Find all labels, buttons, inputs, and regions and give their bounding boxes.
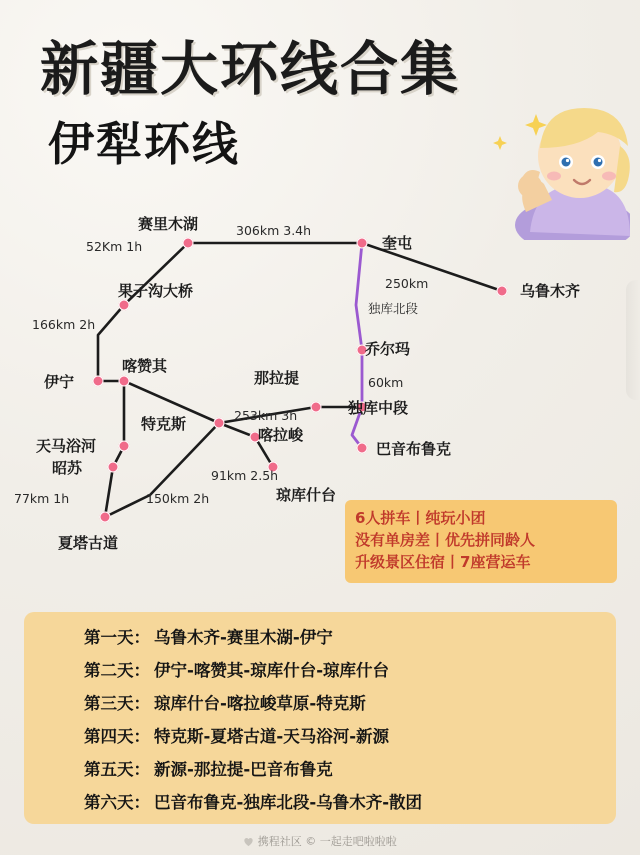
map-node-tekesi[interactable]: [214, 418, 225, 429]
promo-line-2: 没有单房差丨优先拼同龄人: [355, 530, 536, 549]
map-label-kalajun: 喀拉峻: [258, 426, 304, 444]
itinerary-row: [24, 657, 616, 690]
heart-icon: [243, 836, 254, 847]
map-label-bayin: 巴音布鲁克: [376, 440, 452, 458]
itinerary-row: [24, 723, 616, 756]
map-label-qiaoerma: 乔尔玛: [365, 340, 411, 358]
map-label-sailimu: 赛里木湖: [138, 215, 199, 233]
map-label-kuitun: 奎屯: [382, 234, 413, 252]
footer-separator: ©: [305, 834, 317, 848]
promo-box: [345, 500, 617, 583]
map-label-zhaosu: 昭苏: [52, 459, 83, 477]
itinerary-box: [24, 612, 616, 824]
map-label-guozigou: 果子沟大桥: [118, 282, 194, 300]
itinerary-day-route: 特克斯-夏塔古道-天马浴河-新源: [154, 727, 390, 746]
map-label-tianma: 天马浴河: [36, 437, 97, 455]
map-node-guozigou[interactable]: [119, 300, 130, 311]
itinerary-row: [24, 624, 616, 657]
map-distance-guozigou-yining: 166km 2h: [32, 317, 96, 332]
map-label-tekesi: 特克斯: [141, 415, 187, 433]
map-node-tianma[interactable]: [119, 441, 130, 452]
map-distance-xiata-tekesi: 150km 2h: [146, 491, 210, 506]
page-title: 新疆大环线合集: [40, 35, 461, 103]
map-distance-guozigou-sailimu: 52Km 1h: [86, 239, 143, 254]
map-node-sailimu[interactable]: [183, 238, 194, 249]
map-distance-sailimu-kuitun: 306km 3.4h: [236, 223, 312, 238]
map-node-wulumuqi[interactable]: [497, 286, 508, 297]
map-distance-tekesi-naplati: 253km 3h: [234, 408, 298, 423]
promo-line-1: 6人拼车丨纯玩小团: [355, 509, 486, 527]
map-node-kazanqi[interactable]: [119, 376, 130, 387]
itinerary-day-route: 乌鲁木齐-赛里木湖-伊宁: [154, 628, 333, 647]
map-distance-qiaoerma-dukuzhong: 60km: [368, 375, 404, 390]
map-label-qiongkushi: 琼库什台: [276, 486, 337, 504]
page-subtitle: 伊犁环线: [48, 117, 240, 171]
map-distance-zhaosu-xiata: 77km 1h: [14, 491, 70, 506]
itinerary-day-route: 琼库什台-喀拉峻草原-特克斯: [154, 694, 366, 713]
map-node-naplati[interactable]: [311, 402, 322, 413]
map-label-yining: 伊宁: [44, 373, 75, 391]
footer-platform: 携程社区: [257, 835, 302, 848]
itinerary-day-route: 新源-那拉提-巴音布鲁克: [154, 760, 333, 779]
map-node-bayin[interactable]: [357, 443, 368, 454]
itinerary-day-label: 第五天：: [84, 760, 150, 779]
map-node-kuitun[interactable]: [357, 238, 368, 249]
map-node-xiata[interactable]: [100, 512, 111, 523]
map-node-yining[interactable]: [93, 376, 104, 387]
itinerary-day-label: 第四天：: [84, 727, 150, 746]
footer-author: 一起走吧啦啦啦: [319, 835, 397, 848]
map-label-dukuzhong: 独库中段: [348, 399, 409, 417]
itinerary-row: [24, 690, 616, 723]
itinerary-day-label: 第二天：: [84, 661, 150, 680]
promo-line-3: 升级景区住宿丨7座营运车: [355, 552, 531, 571]
footer-watermark: [0, 833, 640, 849]
itinerary-day-route: 伊宁-喀赞其-琼库什台-琼库什台: [154, 661, 390, 680]
itinerary-day-label: 第六天：: [84, 793, 150, 812]
map-label-xiata: 夏塔古道: [58, 534, 119, 552]
map-label-naplati: 那拉提: [254, 369, 300, 387]
itinerary-row: [24, 756, 616, 789]
itinerary-day-route: 巴音布鲁克-独库北段-乌鲁木齐-散团: [154, 793, 423, 812]
itinerary-day-label: 第一天：: [84, 628, 150, 647]
itinerary-row: [24, 789, 616, 822]
map-label-kazanqi: 喀赞其: [122, 357, 168, 375]
map-distance-tekesi-qiongkushi: 91km 2.5h: [211, 468, 279, 483]
map-label-duku-north: 独库北段: [368, 301, 419, 316]
map-distance-kuitun-qiaoerma: 250km: [385, 276, 429, 291]
map-label-wulumuqi: 乌鲁木齐: [520, 282, 581, 300]
map-node-zhaosu[interactable]: [108, 462, 119, 473]
itinerary-day-label: 第三天：: [84, 694, 150, 713]
